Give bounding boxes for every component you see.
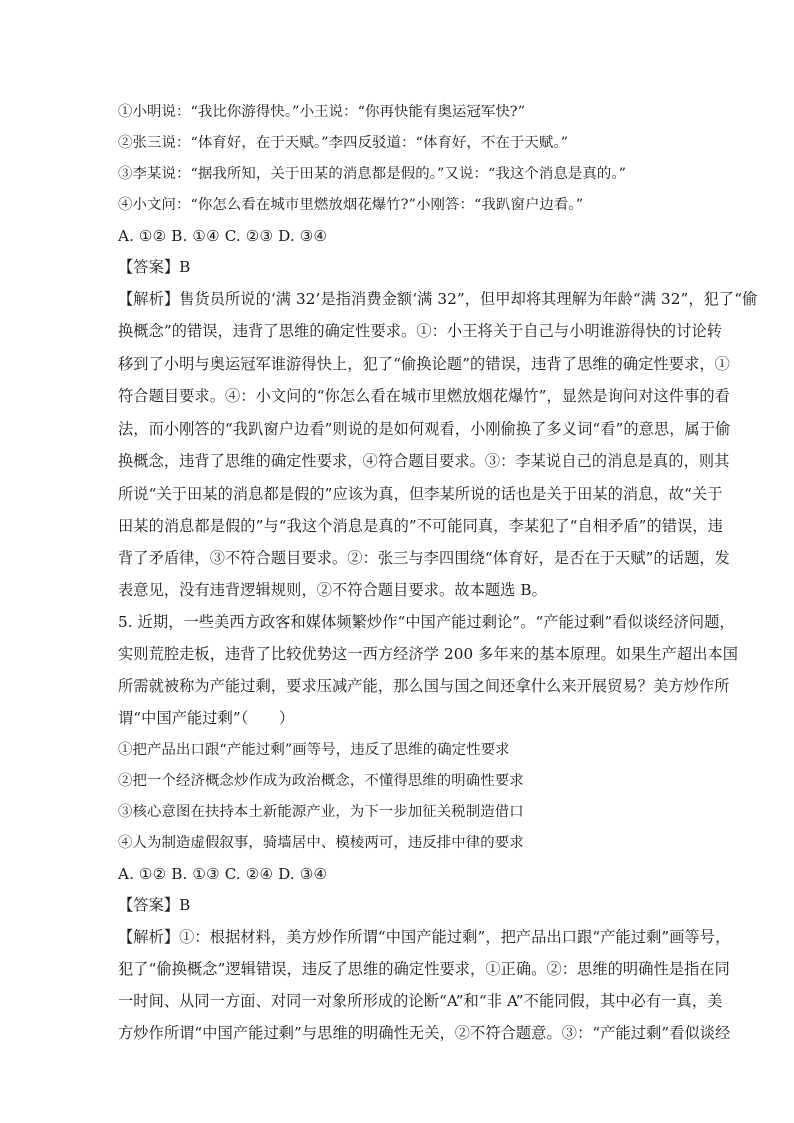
option-statement-2: ②张三说：“体育好，在于天赋。”李四反驳道：“体育好，不在于天赋。” bbox=[118, 135, 569, 151]
answer-choices: A. ①② B. ①④ C. ②③ D. ③④ bbox=[118, 227, 328, 245]
analysis-line: 【解析】①：根据材料，美方炒作所谓“中国产能过剩”，把产品出口跟“产能过剩”画等号， bbox=[118, 928, 731, 946]
analysis-line: 【解析】售货员所说的‘满 32’是指消费金额‘满 32”，但甲却将其理解为年龄“满 32”，犯了“偷 bbox=[118, 290, 758, 308]
option-statement-1: ①小明说：“我比你游得快。”小王说：“你再快能有奥运冠军快?” bbox=[118, 104, 526, 120]
question-5-stem: 5. 近期，一些美西方政客和媒体频繁炒作“中国产能过剩论”。“产能过剩”看似谈经济问题， bbox=[118, 613, 735, 631]
analysis-line: 换概念”的错误，违背了思维的确定性要求。①：小王将关于自己与小明谁游得快的讨论转 bbox=[118, 322, 723, 340]
analysis-line: 犯了“偷换概念”逻辑错误，违反了思维的确定性要求，①正确。②：思维的明确性是指在同 bbox=[118, 960, 730, 978]
analysis-line: 一时间、从同一方面、对同一对象所形成的论断“A”和“非 A”不能同假，其中必有一真，美 bbox=[118, 992, 723, 1010]
analysis-line: 所说“关于田某的消息都是假的”应该为真，但李某所说的话也是关于田某的消息，故“关于 bbox=[118, 485, 723, 503]
analysis-line: 田某的消息都是假的”与“我这个消息是真的”不可能同真，李某犯了“自相矛盾”的错误，违 bbox=[118, 517, 723, 535]
option-statement-4: ④小文问：“你怎么看在城市里燃放烟花爆竹?”小刚答：“我趴窗户边看。” bbox=[118, 197, 584, 213]
analysis-line: 符合题目要求。④：小文问的“你怎么看在城市里燃放烟花爆竹”，显然是询问对这件事的看 bbox=[118, 387, 730, 405]
analysis-line: 背了矛盾律，③不符合题目要求。②：张三与李四围绕“体育好，是否在于天赋”的话题，发 bbox=[118, 549, 730, 567]
analysis-line: 换概念，违背了思维的确定性要求，④符合题目要求。③：李某说自己的消息是真的，则其 bbox=[118, 452, 730, 470]
option-statement-2: ②把一个经济概念炒作成为政治概念，不懂得思维的明确性要求 bbox=[118, 773, 524, 789]
analysis-line: 移到了小明与奥运冠军谁游得快上，犯了“偷换论题”的错误，违背了思维的确定性要求，① bbox=[118, 355, 730, 373]
answer-choices: A. ①② B. ①③ C. ②④ D. ③④ bbox=[118, 865, 328, 883]
question-5-stem: 谓“中国产能过剩”（ ） bbox=[118, 709, 295, 727]
analysis-line: 表意见，没有违背逻辑规则，②不符合题目要求。故本题选 B。 bbox=[118, 581, 547, 599]
option-statement-3: ③核心意图在扶持本土新能源产业，为下一步加征关税制造借口 bbox=[118, 804, 524, 820]
analysis-line: 法，而小刚答的“我趴窗户边看”则说的是如何观看，小刚偷换了多义词“看”的意思，属于偷 bbox=[118, 420, 731, 438]
answer-label: 【答案】B bbox=[118, 258, 191, 276]
answer-label: 【答案】B bbox=[118, 896, 191, 914]
option-statement-4: ④人为制造虚假叙事，骑墙居中、模棱两可，违反排中律的要求 bbox=[118, 835, 524, 851]
option-statement-3: ③李某说：“据我所知，关于田某的消息都是假的。”又说：“我这个消息是真的。” bbox=[118, 166, 627, 182]
question-5-stem: 所需就被称为产能过剩，要求压减产能，那么国与国之间还拿什么来开展贸易？美方炒作所 bbox=[118, 677, 730, 695]
analysis-line: 方炒作所谓“中国产能过剩”与思维的明确性无关，②不符合题意。③：“产能过剩”看似谈经 bbox=[118, 1024, 731, 1042]
option-statement-1: ①把产品出口跟“产能过剩”画等号，违反了思维的确定性要求 bbox=[118, 742, 510, 758]
question-5-stem: 实则荒腔走板，违背了比较优势这一西方经济学 200 多年来的基本原理。如果生产超出本国 bbox=[118, 645, 739, 663]
